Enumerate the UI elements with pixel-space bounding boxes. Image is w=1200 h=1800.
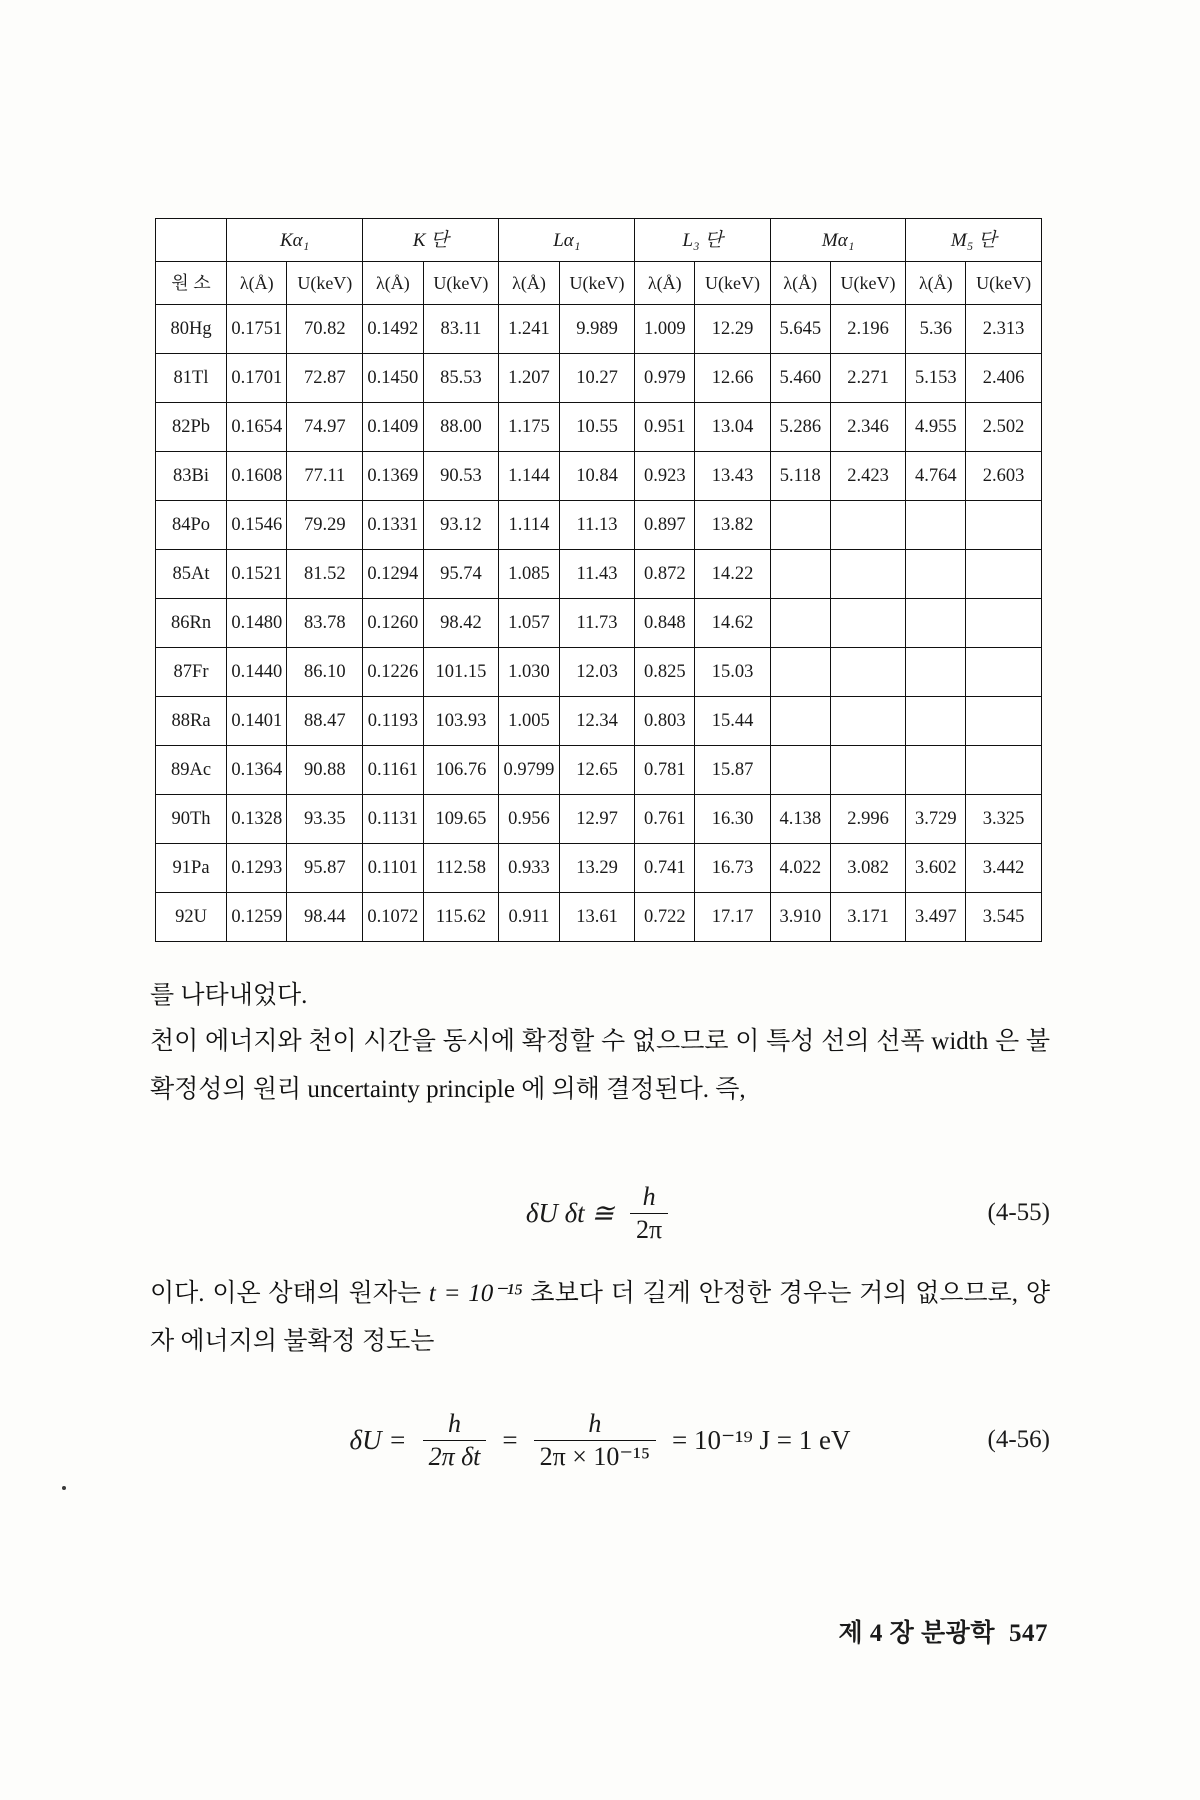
page-speck xyxy=(62,1486,66,1490)
table-cell-value: 2.423 xyxy=(830,452,906,501)
table-row xyxy=(156,746,1042,795)
table-cell-value: 16.30 xyxy=(695,795,771,844)
table-cell-value: 3.910 xyxy=(770,893,830,942)
table-cell-value: 17.17 xyxy=(695,893,771,942)
table-cell-value: 109.65 xyxy=(423,795,499,844)
group-header-kalpha1: Kα₁ xyxy=(227,219,363,262)
table-cell-value: 2.502 xyxy=(966,403,1042,452)
table-cell-value: 81.52 xyxy=(287,550,363,599)
table-cell-value: 1.030 xyxy=(499,648,559,697)
table-row xyxy=(156,844,1042,893)
table-cell-value: 3.171 xyxy=(830,893,906,942)
table-cell-element: 84Po xyxy=(156,501,227,550)
table-cell-value: 11.73 xyxy=(559,599,635,648)
paragraph-ion-state-value: t = 10⁻¹⁵ xyxy=(428,1280,523,1307)
table-cell-value: 2.346 xyxy=(830,403,906,452)
table-cell-value xyxy=(830,501,906,550)
table-cell-element: 92U xyxy=(156,893,227,942)
table-cell-element: 87Fr xyxy=(156,648,227,697)
table-cell-value: 13.82 xyxy=(695,501,771,550)
table-cell-value: 3.729 xyxy=(906,795,966,844)
table-cell-value: 0.848 xyxy=(635,599,695,648)
table-cell-value: 4.138 xyxy=(770,795,830,844)
table-cell-value xyxy=(830,550,906,599)
table-cell-value: 90.53 xyxy=(423,452,499,501)
table-cell-value: 5.645 xyxy=(770,305,830,354)
table-cell-value: 0.825 xyxy=(635,648,695,697)
table-cell-value xyxy=(966,746,1042,795)
table-cell-value: 4.764 xyxy=(906,452,966,501)
equation-4-56-numerator-1: h xyxy=(447,1408,461,1438)
table-row xyxy=(156,305,1042,354)
table-cell-value: 9.989 xyxy=(559,305,635,354)
table-cell-value: 0.761 xyxy=(635,795,695,844)
table-cell-value: 1.144 xyxy=(499,452,559,501)
table-cell-value: 3.602 xyxy=(906,844,966,893)
table-cell-value: 0.1369 xyxy=(363,452,423,501)
table-row xyxy=(156,697,1042,746)
table-cell-value: 0.803 xyxy=(635,697,695,746)
table-sub-header-row xyxy=(156,262,1042,305)
table-cell-value: 72.87 xyxy=(287,354,363,403)
table-cell-value: 0.911 xyxy=(499,893,559,942)
footer-chapter-label: 제 4 장 분광학 xyxy=(838,1620,995,1647)
footer-page-number: 547 xyxy=(1009,1620,1048,1647)
table-row xyxy=(156,501,1042,550)
table-cell-value: 12.29 xyxy=(695,305,771,354)
sub-header-u-5: U(keV) xyxy=(830,262,906,305)
table-cell-value: 0.1260 xyxy=(363,599,423,648)
equation-4-55-lhs: δU δt ≅ xyxy=(525,1197,615,1228)
table-row xyxy=(156,452,1042,501)
sub-header-u-4: U(keV) xyxy=(695,262,771,305)
table-cell-value: 0.1259 xyxy=(227,893,287,942)
table-cell-element: 85At xyxy=(156,550,227,599)
table-cell-value: 86.10 xyxy=(287,648,363,697)
table-cell-value: 103.93 xyxy=(423,697,499,746)
equation-4-56-denominator-2: 2π × 10⁻¹⁵ xyxy=(534,1440,656,1472)
table-cell-value: 3.497 xyxy=(906,893,966,942)
sub-header-lambda-5: λ(Å) xyxy=(770,262,830,305)
table-cell-value: 2.196 xyxy=(830,305,906,354)
table-body xyxy=(156,305,1042,942)
table-cell-value: 0.951 xyxy=(635,403,695,452)
table-cell-value: 3.325 xyxy=(966,795,1042,844)
table-cell-value: 77.11 xyxy=(287,452,363,501)
table-cell-value: 0.979 xyxy=(635,354,695,403)
table-cell-value: 1.057 xyxy=(499,599,559,648)
table-cell-value: 115.62 xyxy=(423,893,499,942)
table-cell-value: 0.741 xyxy=(635,844,695,893)
paragraph-uncertainty xyxy=(150,1018,1050,1113)
table-cell-value: 0.1131 xyxy=(363,795,423,844)
table-row xyxy=(156,550,1042,599)
table-cell-value xyxy=(906,550,966,599)
table-cell-value: 1.175 xyxy=(499,403,559,452)
table-cell-value: 88.47 xyxy=(287,697,363,746)
table-row xyxy=(156,648,1042,697)
paragraph-uncertainty-text: 천이 에너지와 천이 시간을 동시에 확정할 수 없으므로 이 특성 선의 선폭 width 은 불확정성의 원리 uncertainty principle 에 의해 결정된다. 즉, xyxy=(150,1028,1050,1103)
table-cell-element: 89Ac xyxy=(156,746,227,795)
table-cell-value: 0.1364 xyxy=(227,746,287,795)
table-cell-value: 0.1161 xyxy=(363,746,423,795)
table-cell-value xyxy=(966,599,1042,648)
table-cell-value: 5.118 xyxy=(770,452,830,501)
table-cell-value: 0.1101 xyxy=(363,844,423,893)
sub-header-u-3: U(keV) xyxy=(559,262,635,305)
table-cell-value: 95.87 xyxy=(287,844,363,893)
table-cell-value: 4.955 xyxy=(906,403,966,452)
equation-4-56-fraction-1 xyxy=(423,1409,487,1472)
table-cell-value: 3.545 xyxy=(966,893,1042,942)
table-cell-value xyxy=(966,648,1042,697)
table-cell-value: 2.996 xyxy=(830,795,906,844)
table-group-header-row xyxy=(156,219,1042,262)
table-cell-value: 0.956 xyxy=(499,795,559,844)
table-cell-value xyxy=(830,648,906,697)
equation-4-56-denominator-1: 2π δt xyxy=(423,1440,487,1472)
table-cell-value: 0.1492 xyxy=(363,305,423,354)
table-cell-value: 0.1480 xyxy=(227,599,287,648)
table-cell-value: 5.286 xyxy=(770,403,830,452)
table-cell-value xyxy=(770,697,830,746)
table-cell-value: 0.933 xyxy=(499,844,559,893)
sub-header-u-6: U(keV) xyxy=(966,262,1042,305)
table-cell-value xyxy=(966,550,1042,599)
equation-4-55-numerator: h xyxy=(642,1181,656,1211)
table-cell-element: 81Tl xyxy=(156,354,227,403)
table-cell-value: 95.74 xyxy=(423,550,499,599)
table-cell-value: 2.313 xyxy=(966,305,1042,354)
table-cell-value: 0.1521 xyxy=(227,550,287,599)
table-cell-value: 98.42 xyxy=(423,599,499,648)
table-cell-value: 0.1226 xyxy=(363,648,423,697)
xray-transition-table xyxy=(155,218,1042,942)
table-row xyxy=(156,403,1042,452)
table-cell-value: 1.207 xyxy=(499,354,559,403)
table-cell-value: 0.1331 xyxy=(363,501,423,550)
sub-header-lambda-1: λ(Å) xyxy=(227,262,287,305)
table-cell-value: 11.13 xyxy=(559,501,635,550)
table-cell-value: 5.153 xyxy=(906,354,966,403)
table-cell-value: 85.53 xyxy=(423,354,499,403)
table-cell-value: 13.29 xyxy=(559,844,635,893)
table-cell-value: 15.03 xyxy=(695,648,771,697)
table-cell-value: 101.15 xyxy=(423,648,499,697)
equation-4-55-denominator: 2π xyxy=(630,1213,668,1245)
data-table xyxy=(155,218,1042,942)
table-cell-value: 0.1409 xyxy=(363,403,423,452)
table-cell-value: 12.66 xyxy=(695,354,771,403)
table-cell-value: 1.009 xyxy=(635,305,695,354)
table-cell-value: 0.722 xyxy=(635,893,695,942)
table-cell-value: 0.872 xyxy=(635,550,695,599)
table-row xyxy=(156,795,1042,844)
sub-header-lambda-6: λ(Å) xyxy=(906,262,966,305)
table-cell-value: 98.44 xyxy=(287,893,363,942)
table-cell-value: 0.1328 xyxy=(227,795,287,844)
table-cell-value: 93.35 xyxy=(287,795,363,844)
table-cell-value: 5.36 xyxy=(906,305,966,354)
table-cell-value: 0.1294 xyxy=(363,550,423,599)
equation-4-55 xyxy=(150,1178,1050,1248)
group-header-k-edge: K 단 xyxy=(363,219,499,262)
table-cell-element: 83Bi xyxy=(156,452,227,501)
table-cell-value: 0.1401 xyxy=(227,697,287,746)
table-cell-value: 0.9799 xyxy=(499,746,559,795)
table-cell-value: 1.114 xyxy=(499,501,559,550)
table-row xyxy=(156,599,1042,648)
paragraph-ion-state-part-a: 이다. 이온 상태의 원자는 xyxy=(150,1280,429,1307)
table-cell-value: 12.34 xyxy=(559,697,635,746)
table-cell-value xyxy=(830,599,906,648)
table-cell-value: 0.1293 xyxy=(227,844,287,893)
table-cell-value: 5.460 xyxy=(770,354,830,403)
equation-4-56-fraction-2 xyxy=(534,1409,656,1472)
table-cell-element: 86Rn xyxy=(156,599,227,648)
table-cell-value: 14.62 xyxy=(695,599,771,648)
equation-4-56-equals: = xyxy=(502,1424,518,1455)
table-cell-value: 12.97 xyxy=(559,795,635,844)
table-cell-value: 0.1440 xyxy=(227,648,287,697)
table-cell-element: 88Ra xyxy=(156,697,227,746)
table-cell-value: 106.76 xyxy=(423,746,499,795)
equation-4-56-number: (4-56) xyxy=(987,1426,1050,1453)
table-cell-value xyxy=(770,599,830,648)
table-cell-value: 112.58 xyxy=(423,844,499,893)
table-cell-value xyxy=(906,599,966,648)
table-cell-value: 79.29 xyxy=(287,501,363,550)
sub-header-lambda-3: λ(Å) xyxy=(499,262,559,305)
table-cell-value: 13.43 xyxy=(695,452,771,501)
group-header-blank xyxy=(156,219,227,262)
table-cell-element: 91Pa xyxy=(156,844,227,893)
table-cell-value xyxy=(906,697,966,746)
table-cell-value: 1.085 xyxy=(499,550,559,599)
table-cell-value: 1.241 xyxy=(499,305,559,354)
table-cell-element: 80Hg xyxy=(156,305,227,354)
table-cell-value: 16.73 xyxy=(695,844,771,893)
table-cell-value: 83.78 xyxy=(287,599,363,648)
table-cell-value: 0.923 xyxy=(635,452,695,501)
equation-4-55-body xyxy=(526,1182,674,1245)
sub-header-element: 원 소 xyxy=(156,262,227,305)
table-cell-value: 1.005 xyxy=(499,697,559,746)
table-cell-value: 4.022 xyxy=(770,844,830,893)
table-cell-value: 74.97 xyxy=(287,403,363,452)
page-footer xyxy=(838,1613,1048,1649)
table-cell-value: 88.00 xyxy=(423,403,499,452)
table-cell-value: 2.603 xyxy=(966,452,1042,501)
table-cell-value: 3.442 xyxy=(966,844,1042,893)
table-cell-value: 0.1546 xyxy=(227,501,287,550)
table-cell-value: 0.781 xyxy=(635,746,695,795)
table-cell-value: 0.1193 xyxy=(363,697,423,746)
table-cell-value xyxy=(770,746,830,795)
paragraph-ion-state xyxy=(150,1270,1050,1365)
table-head xyxy=(156,219,1042,305)
equation-4-56-lhs: δU = xyxy=(349,1424,407,1455)
table-cell-value: 0.1072 xyxy=(363,893,423,942)
paragraph-intro: 를 나타내었다. xyxy=(150,982,308,1009)
sub-header-lambda-2: λ(Å) xyxy=(363,262,423,305)
table-cell-value: 2.271 xyxy=(830,354,906,403)
table-cell-value xyxy=(830,746,906,795)
table-cell-value: 10.55 xyxy=(559,403,635,452)
table-cell-value: 14.22 xyxy=(695,550,771,599)
equation-4-56-rhs: = 10⁻¹⁹ J = 1 eV xyxy=(672,1424,851,1455)
table-cell-value: 15.44 xyxy=(695,697,771,746)
paragraph-ion-state-part-c: 초보다 더 길게 안정한 경우는 거의 없으므로, 양자 에너지의 불확정 정도는 xyxy=(150,1280,1050,1355)
table-cell-value: 10.84 xyxy=(559,452,635,501)
table-cell-value: 0.1608 xyxy=(227,452,287,501)
table-cell-element: 90Th xyxy=(156,795,227,844)
table-cell-value: 0.1701 xyxy=(227,354,287,403)
table-cell-value: 0.897 xyxy=(635,501,695,550)
sub-header-u-2: U(keV) xyxy=(423,262,499,305)
table-cell-value xyxy=(770,550,830,599)
table-cell-value xyxy=(966,501,1042,550)
table-cell-value: 93.12 xyxy=(423,501,499,550)
table-cell-value: 70.82 xyxy=(287,305,363,354)
group-header-malpha1: Mα₁ xyxy=(770,219,906,262)
table-row xyxy=(156,354,1042,403)
table-cell-value: 0.1450 xyxy=(363,354,423,403)
equation-4-56 xyxy=(150,1400,1050,1480)
table-cell-value: 0.1751 xyxy=(227,305,287,354)
table-cell-value: 12.03 xyxy=(559,648,635,697)
table-cell-value: 90.88 xyxy=(287,746,363,795)
equation-4-56-numerator-2: h xyxy=(588,1408,602,1438)
table-cell-value xyxy=(906,648,966,697)
group-header-lalpha1: Lα₁ xyxy=(499,219,635,262)
table-cell-value xyxy=(966,697,1042,746)
table-cell-value xyxy=(770,501,830,550)
sub-header-lambda-4: λ(Å) xyxy=(635,262,695,305)
group-header-m5-edge: M₅ 단 xyxy=(906,219,1042,262)
table-cell-value: 2.406 xyxy=(966,354,1042,403)
table-cell-value: 15.87 xyxy=(695,746,771,795)
table-cell-value: 12.65 xyxy=(559,746,635,795)
group-header-l3-edge: L₃ 단 xyxy=(635,219,771,262)
table-cell-value: 3.082 xyxy=(830,844,906,893)
table-cell-value: 0.1654 xyxy=(227,403,287,452)
equation-4-55-number: (4-55) xyxy=(987,1199,1050,1226)
table-cell-value xyxy=(906,501,966,550)
table-cell-value: 83.11 xyxy=(423,305,499,354)
table-cell-element: 82Pb xyxy=(156,403,227,452)
table-cell-value: 10.27 xyxy=(559,354,635,403)
table-cell-value xyxy=(830,697,906,746)
equation-4-55-fraction xyxy=(630,1182,668,1245)
table-row xyxy=(156,893,1042,942)
table-cell-value: 11.43 xyxy=(559,550,635,599)
equation-4-56-body xyxy=(350,1409,851,1472)
table-cell-value xyxy=(906,746,966,795)
table-cell-value: 13.04 xyxy=(695,403,771,452)
table-cell-value xyxy=(770,648,830,697)
sub-header-u-1: U(keV) xyxy=(287,262,363,305)
table-cell-value: 13.61 xyxy=(559,893,635,942)
